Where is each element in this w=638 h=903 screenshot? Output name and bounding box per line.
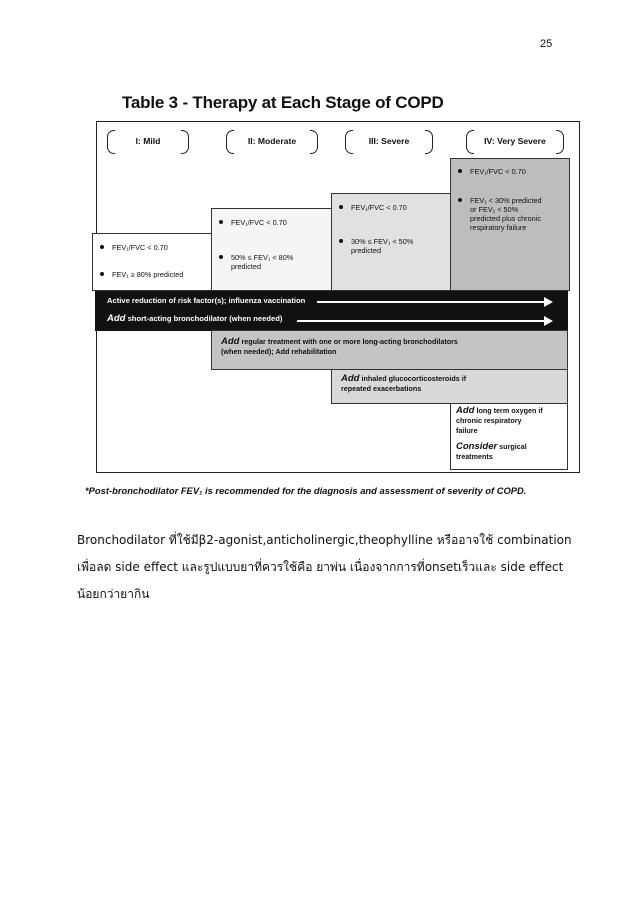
criteria-item: 30% ≤ FEV₁ < 50% predicted [332,237,450,255]
criteria-item: FEV₁/FVC < 0.70 [451,167,569,176]
stage-header-severe: III: Severe [345,128,433,154]
treatment-text-oxygen: Add long term oxygen if chronic respiratory failure [456,405,543,435]
figure-footnote: *Post-bronchodilator FEV₁ is recommended for the diagnosis and assessment of severity of COPD. [85,485,527,496]
criteria-box-very-severe [450,158,570,291]
treatment-text-severe: Add inhaled glucocorticosteroids if repeated exacerbations [341,373,467,393]
arrow-right-icon [297,320,551,322]
band-line-short-acting: Add short-acting bronchodilator (when needed) [107,313,283,324]
page-number: 25 [540,38,553,50]
treatment-text-surgical: Consider surgical treatments [456,441,527,461]
band-line-risk-reduction: Active reduction of risk factor(s); influenza vaccination [107,296,306,305]
stage-header-moderate: II: Moderate [226,128,318,154]
criteria-item: FEV₁/FVC < 0.70 [332,203,450,212]
criteria-item: FEV₁/FVC < 0.70 [93,243,211,252]
criteria-box-moderate [211,208,332,291]
stage-header-mild: I: Mild [107,128,189,154]
body-text-line: เพื่อลด side effect และรูปแบบยาที่ควรใช้คือ ยาพ่น เนื่องจากการที่onsetเร็วและ side effect [77,560,564,574]
body-text-line: Bronchodilator ที่ใช้มีβ2-agonist,anticholinergic,theophylline หรืออาจใช้ combination [77,533,572,547]
criteria-box-severe [331,193,451,291]
figure-title: Table 3 - Therapy at Each Stage of COPD [122,93,444,112]
criteria-item: FEV₁ < 30% predicted or FEV₁ < 50% predicted plus chronic respiratory failure [451,196,569,232]
treatment-box-severe [331,369,568,404]
stage-header-very-severe: IV: Very Severe [466,128,564,154]
criteria-item: FEV₁/FVC < 0.70 [212,218,331,227]
treatment-text-moderate: Add regular treatment with one or more long-acting bronchodilators (when needed); Add rehabilitation [221,336,458,356]
arrow-right-icon [317,301,551,303]
treatment-box-moderate [211,330,568,370]
treatment-band-all-stages [95,291,568,331]
criteria-item: 50% ≤ FEV₁ < 80% predicted [212,253,331,271]
criteria-box-mild [92,233,212,291]
treatment-box-very-severe [450,403,568,470]
criteria-item: FEV₁ ≥ 80% predicted [93,270,211,279]
body-text-line: น้อยกว่ายากิน [77,587,150,601]
